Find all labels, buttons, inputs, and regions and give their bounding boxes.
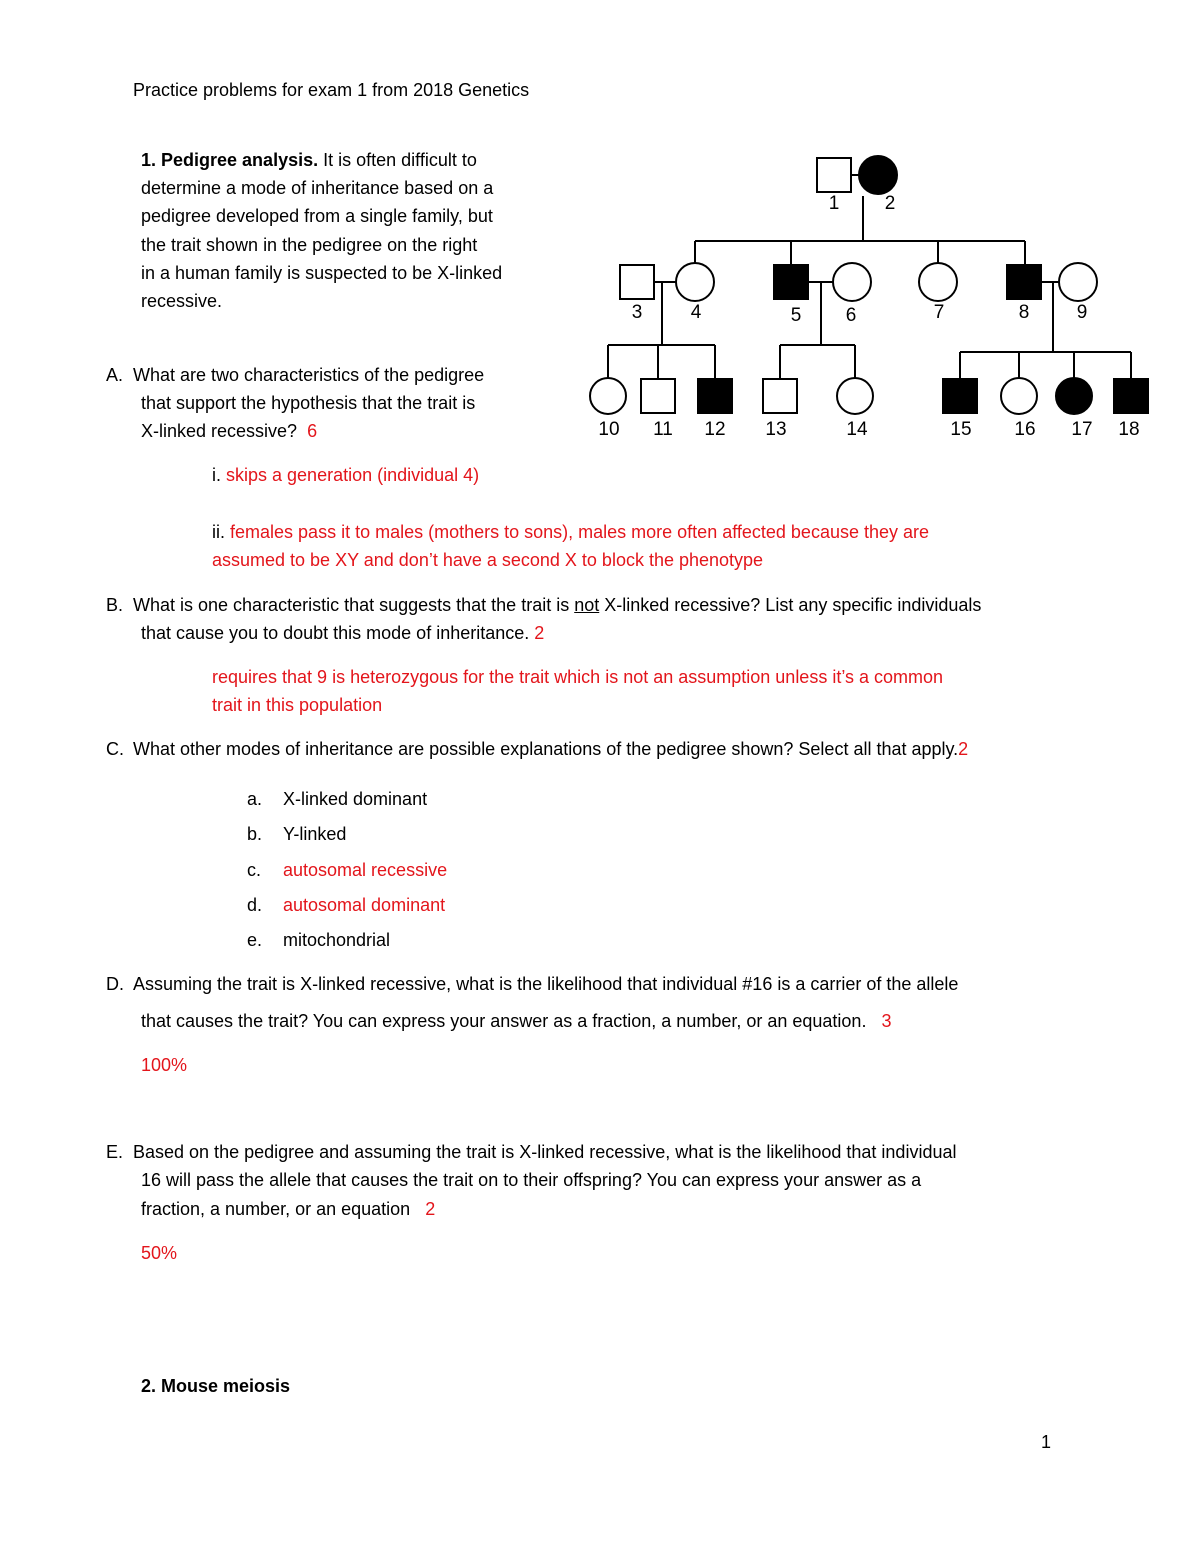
option-a-text: X-linked dominant xyxy=(283,789,428,809)
part-e-answer: 50% xyxy=(141,1243,178,1263)
individual-15-male-affected xyxy=(943,379,977,413)
q1-intro-line-4: the trait shown in the pedigree on the right xyxy=(141,235,478,255)
label-6: 6 xyxy=(845,305,857,326)
label-9: 9 xyxy=(1076,302,1088,323)
part-a-points: 6 xyxy=(307,421,318,441)
pedigree-chart xyxy=(588,148,1158,448)
option-b-text: Y-linked xyxy=(283,824,347,844)
part-e-line-3: fraction, a number, or an equation 2 xyxy=(141,1199,436,1219)
label-17: 17 xyxy=(1071,419,1093,440)
q1-intro-line-1: 1. Pedigree analysis. It is often difficult to xyxy=(141,150,477,170)
individual-10-female xyxy=(590,378,626,414)
part-c-points: 2 xyxy=(958,739,969,759)
individual-1-male xyxy=(817,158,851,192)
part-b-line-1: What is one characteristic that suggests that the trait is not X-linked recessive? List any specific individuals xyxy=(133,595,982,615)
q2-heading: 2. Mouse meiosis xyxy=(141,1376,291,1396)
part-a-answer-i: i. skips a generation (individual 4) xyxy=(212,465,480,485)
pedigree-individuals xyxy=(590,156,1148,414)
option-d[interactable]: d. xyxy=(247,895,263,915)
individual-11-male xyxy=(641,379,675,413)
individual-5-male-affected xyxy=(774,265,808,299)
q1-heading: 1. Pedigree analysis. xyxy=(141,150,319,170)
label-18: 18 xyxy=(1118,419,1140,440)
part-e-line-1: Based on the pedigree and assuming the trait is X-linked recessive, what is the likelihood that individual xyxy=(133,1142,957,1162)
label-3: 3 xyxy=(631,302,643,323)
individual-7-female xyxy=(919,263,957,301)
label-11: 11 xyxy=(653,419,673,440)
q1-intro-line-2: determine a mode of inheritance based on a xyxy=(141,178,494,198)
individual-6-female xyxy=(833,263,871,301)
part-c-letter: C. xyxy=(106,739,124,759)
part-e-points: 2 xyxy=(425,1199,436,1219)
part-a-answer-ii: ii. females pass it to males (mothers to sons), males more often affected because they are xyxy=(212,522,930,542)
label-2: 2 xyxy=(884,193,896,214)
label-16: 16 xyxy=(1014,419,1036,440)
individual-13-male xyxy=(763,379,797,413)
part-a-letter: A. xyxy=(106,365,124,385)
part-b-answer-line-1: requires that 9 is heterozygous for the trait which is not an assumption unless it’s a common xyxy=(212,667,944,687)
part-b-points: 2 xyxy=(534,623,545,643)
label-13: 13 xyxy=(765,419,787,440)
individual-4-female xyxy=(676,263,714,301)
part-d-answer: 100% xyxy=(141,1055,188,1075)
option-c[interactable]: c. xyxy=(247,860,262,880)
label-5: 5 xyxy=(790,305,802,326)
individual-18-male-affected xyxy=(1114,379,1148,413)
part-b-letter: B. xyxy=(106,595,124,615)
individual-9-female xyxy=(1059,263,1097,301)
label-8: 8 xyxy=(1018,302,1030,323)
label-15: 15 xyxy=(950,419,972,440)
individual-3-male xyxy=(620,265,654,299)
individual-12-male-affected xyxy=(698,379,732,413)
option-a[interactable]: a. xyxy=(247,789,263,809)
part-a-answer-ii-cont: assumed to be XY and don’t have a second X to block the phenotype xyxy=(212,550,764,570)
option-d-text: autosomal dominant xyxy=(283,895,446,915)
label-7: 7 xyxy=(933,302,945,323)
q1-intro-line-3: pedigree developed from a single family, but xyxy=(141,206,493,226)
part-e-letter: E. xyxy=(106,1142,124,1162)
part-b-answer-line-2: trait in this population xyxy=(212,695,383,715)
page-number: 1 xyxy=(1041,1432,1052,1452)
option-e[interactable]: e. xyxy=(247,930,263,950)
q1-intro-line-6: recessive. xyxy=(141,291,223,311)
individual-14-female xyxy=(837,378,873,414)
part-a-line-2: that support the hypothesis that the trait is xyxy=(141,393,476,413)
q1-intro-line-5: in a human family is suspected to be X-linked xyxy=(141,263,503,283)
part-d-line-1: Assuming the trait is X-linked recessive, what is the likelihood that individual #16 is a carrier of the allele xyxy=(133,974,959,994)
part-b-line-2: that cause you to doubt this mode of inheritance. 2 xyxy=(141,623,545,643)
option-b[interactable]: b. xyxy=(247,824,263,844)
individual-2-female-affected xyxy=(859,156,897,194)
label-4: 4 xyxy=(690,302,702,323)
individual-16-female xyxy=(1001,378,1037,414)
part-e-line-2: 16 will pass the allele that causes the trait on to their offspring? You can express your answer as a xyxy=(141,1170,922,1190)
label-10: 10 xyxy=(598,419,620,440)
individual-17-female-affected xyxy=(1056,378,1092,414)
option-c-text: autosomal recessive xyxy=(283,860,448,880)
part-d-line-2: that causes the trait? You can express your answer as a fraction, a number, or an equation. 3 xyxy=(141,1011,892,1031)
part-a-line-3: X-linked recessive? 6 xyxy=(141,421,318,441)
label-14: 14 xyxy=(846,419,868,440)
part-d-letter: D. xyxy=(106,974,124,994)
page-title: Practice problems for exam 1 from 2018 Genetics xyxy=(133,80,530,100)
label-12: 12 xyxy=(704,419,726,440)
option-e-text: mitochondrial xyxy=(283,930,391,950)
label-1: 1 xyxy=(828,193,840,214)
part-d-points: 3 xyxy=(881,1011,892,1031)
part-a-line-1: What are two characteristics of the pedigree xyxy=(133,365,485,385)
individual-8-male-affected xyxy=(1007,265,1041,299)
part-c-question: What other modes of inheritance are possible explanations of the pedigree shown? Select all that apply.2 xyxy=(133,739,969,759)
